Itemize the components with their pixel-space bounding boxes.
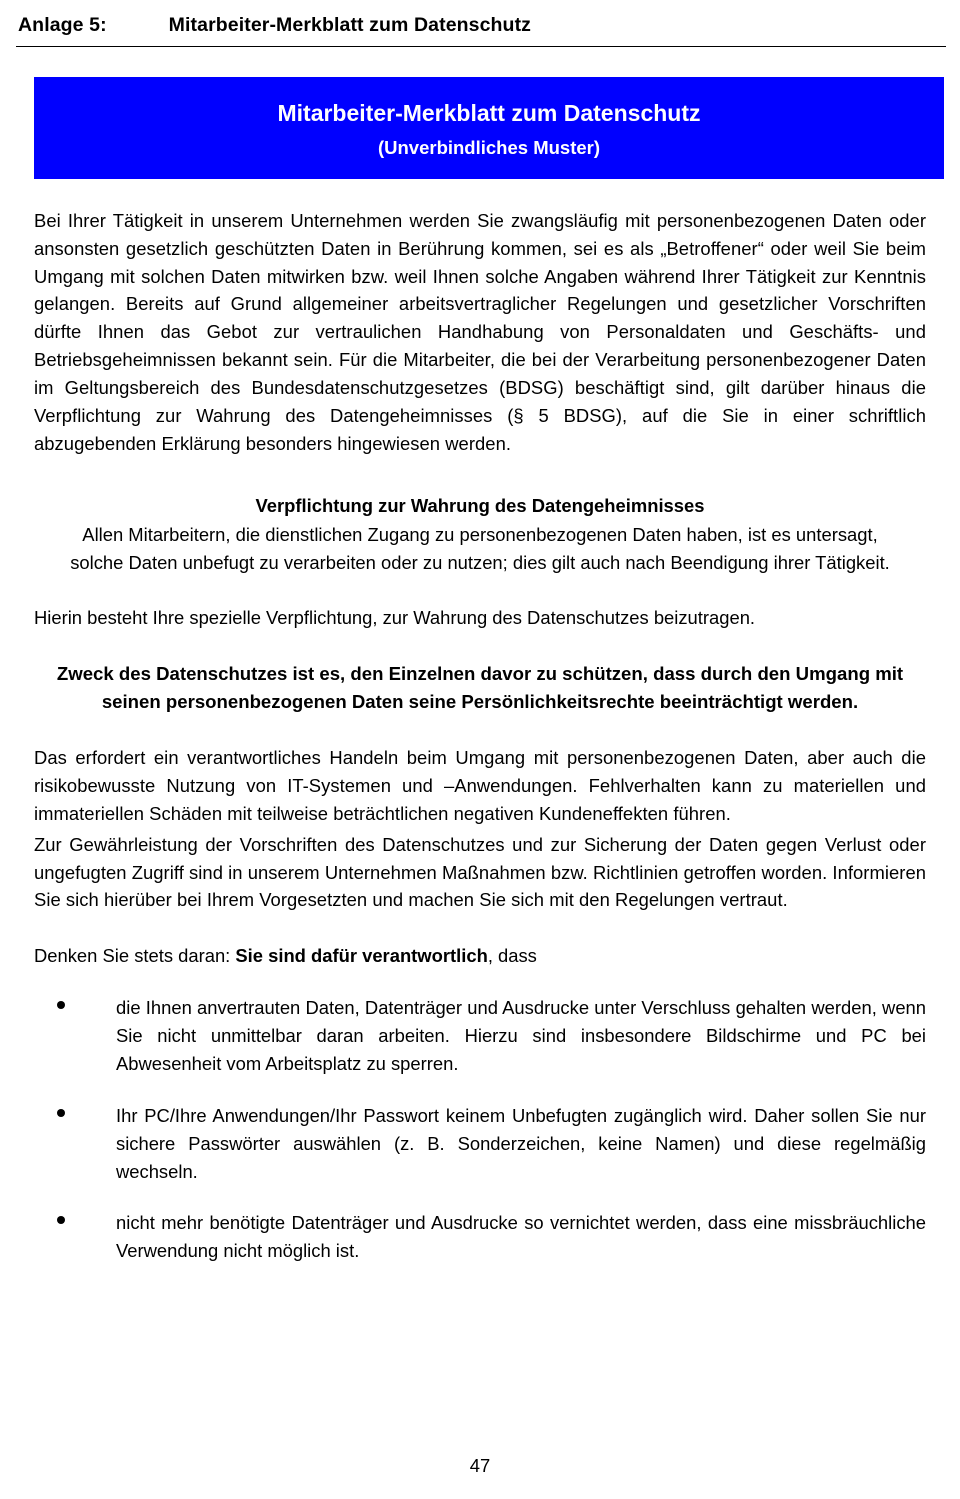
- page-footer: [0, 1455, 960, 1477]
- responsibility-list: [34, 994, 926, 1265]
- list-item: [34, 1102, 926, 1186]
- paragraph-2: Zur Gewährleistung der Vorschriften des Datenschutzes und zur Sicherung der Daten gegen Verlust oder ungefugten Zugriff sind in unserem Unternehmen Maßnahmen bzw. Richtlinien getroffen worden. Informieren Sie sich hierüber bei Ihrem Vorgesetzten und machen Sie sich mit den Regelungen vertraut.: [34, 833, 926, 911]
- list-item-text: die Ihnen anvertrauten Daten, Datenträger und Ausdrucke unter Verschluss gehalten werden, wenn Sie nicht unmittelbar daran arbeiten. Hierzu sind insbesondere Bildschirme und PC bei Abwesenheit vom Arbeitsplatz zu sperren.: [116, 997, 926, 1074]
- obligation-heading: Verpflichtung zur Wahrung des Datengeheimnisses: [255, 494, 705, 516]
- list-item: [34, 1209, 926, 1265]
- bullet-dot-icon: [57, 1001, 65, 1009]
- intro-paragraph: Bei Ihrer Tätigkeit in unserem Unternehmen werden Sie zwangsläufig mit personenbezogenen Daten oder ansonsten gesetzlich geschützten Daten in Berührung kommen, sei es als „Betroffener“ oder weil Sie beim Umgang mit solchen Daten mitwirken bzw. weil Ihnen solche Angaben während Ihrer Tätigkeit zur Kenntnis gelangen. Bereits auf Grund allgemeiner arbeitsvertraglicher Regelungen und gesetzlicher Vorschriften dürfte Ihnen das Gebot zur vertraulichen Handhabung von Personaldaten und Geschäfts- und Betriebsgeheimnissen bekannt sein. Für die Mitarbeiter, die bei der Verarbeitung personenbezogener Daten im Geltungsbereich des Bundesdatenschutzgesetzes (BDSG) beschäftigt sind, gilt darüber hinaus die Verpflichtung zur Wahrung des Datengeheimnisses (§ 5 BDSG), auf die Sie in einer schriftlich abzugebenden Erklärung besonders hingewiesen werden.: [34, 209, 926, 454]
- list-item-text: nicht mehr benötigte Datenträger und Ausdrucke so vernichtet werden, dass eine missbräuchliche Verwendung nicht möglich ist.: [116, 1212, 926, 1262]
- obligation-block: [34, 492, 926, 577]
- header-divider: [16, 46, 946, 47]
- anlage-label: Anlage 5:: [18, 14, 107, 36]
- banner-subtitle: (Unverbindliches Muster): [377, 136, 601, 158]
- page-number: 47: [469, 1455, 491, 1476]
- bullet-dot-icon: [57, 1216, 65, 1224]
- bullet-dot-icon: [57, 1109, 65, 1117]
- purpose-statement: Zweck des Datenschutzes ist es, den Einzelnen davor zu schützen, dass durch den Umgang mit seinen personenbezogenen Daten seine Persönlichkeitsrechte beeinträchtigt werden.: [56, 663, 904, 713]
- banner-title: Mitarbeiter-Merkblatt zum Datenschutz: [277, 100, 701, 126]
- anlage-title: Mitarbeiter-Merkblatt zum Datenschutz: [168, 14, 532, 36]
- list-item: [34, 994, 926, 1078]
- obligation-text: Allen Mitarbeitern, die dienstlichen Zugang zu personenbezogenen Daten haben, ist es untersagt, solche Daten unbefugt zu verarbeiten oder zu nutzen; dies gilt auch nach Beendigung ihrer Tätigkeit.: [70, 524, 890, 573]
- page-header: [16, 8, 944, 37]
- document-body: [16, 207, 944, 1265]
- duty-line: Hierin besteht Ihre spezielle Verpflichtung, zur Wahrung des Datenschutzes beizutragen.: [34, 607, 756, 629]
- remember-prefix: Denken Sie stets daran:: [34, 945, 236, 967]
- paragraph-1: Das erfordert ein verantwortliches Handeln beim Umgang mit personenbezogenen Daten, aber auch die risikobewusste Nutzung von IT-Systemen und –Anwendungen. Fehlverhalten kann zu materiellen und immateriellen Schäden mit teilweise beträchtlichen negativen Kundeneffekten führen.: [34, 747, 926, 824]
- remember-line: [34, 942, 926, 970]
- title-banner: [34, 77, 944, 179]
- list-item-text: Ihr PC/Ihre Anwendungen/Ihr Passwort keinem Unbefugten zugänglich wird. Daher sollen Sie nur sichere Passwörter auswählen (z. B. Sonderzeichen, keine Namen) und diese regelmäßig wechseln.: [116, 1104, 926, 1182]
- remember-suffix: , dass: [487, 945, 537, 967]
- remember-bold: Sie sind dafür verantwortlich: [235, 945, 488, 967]
